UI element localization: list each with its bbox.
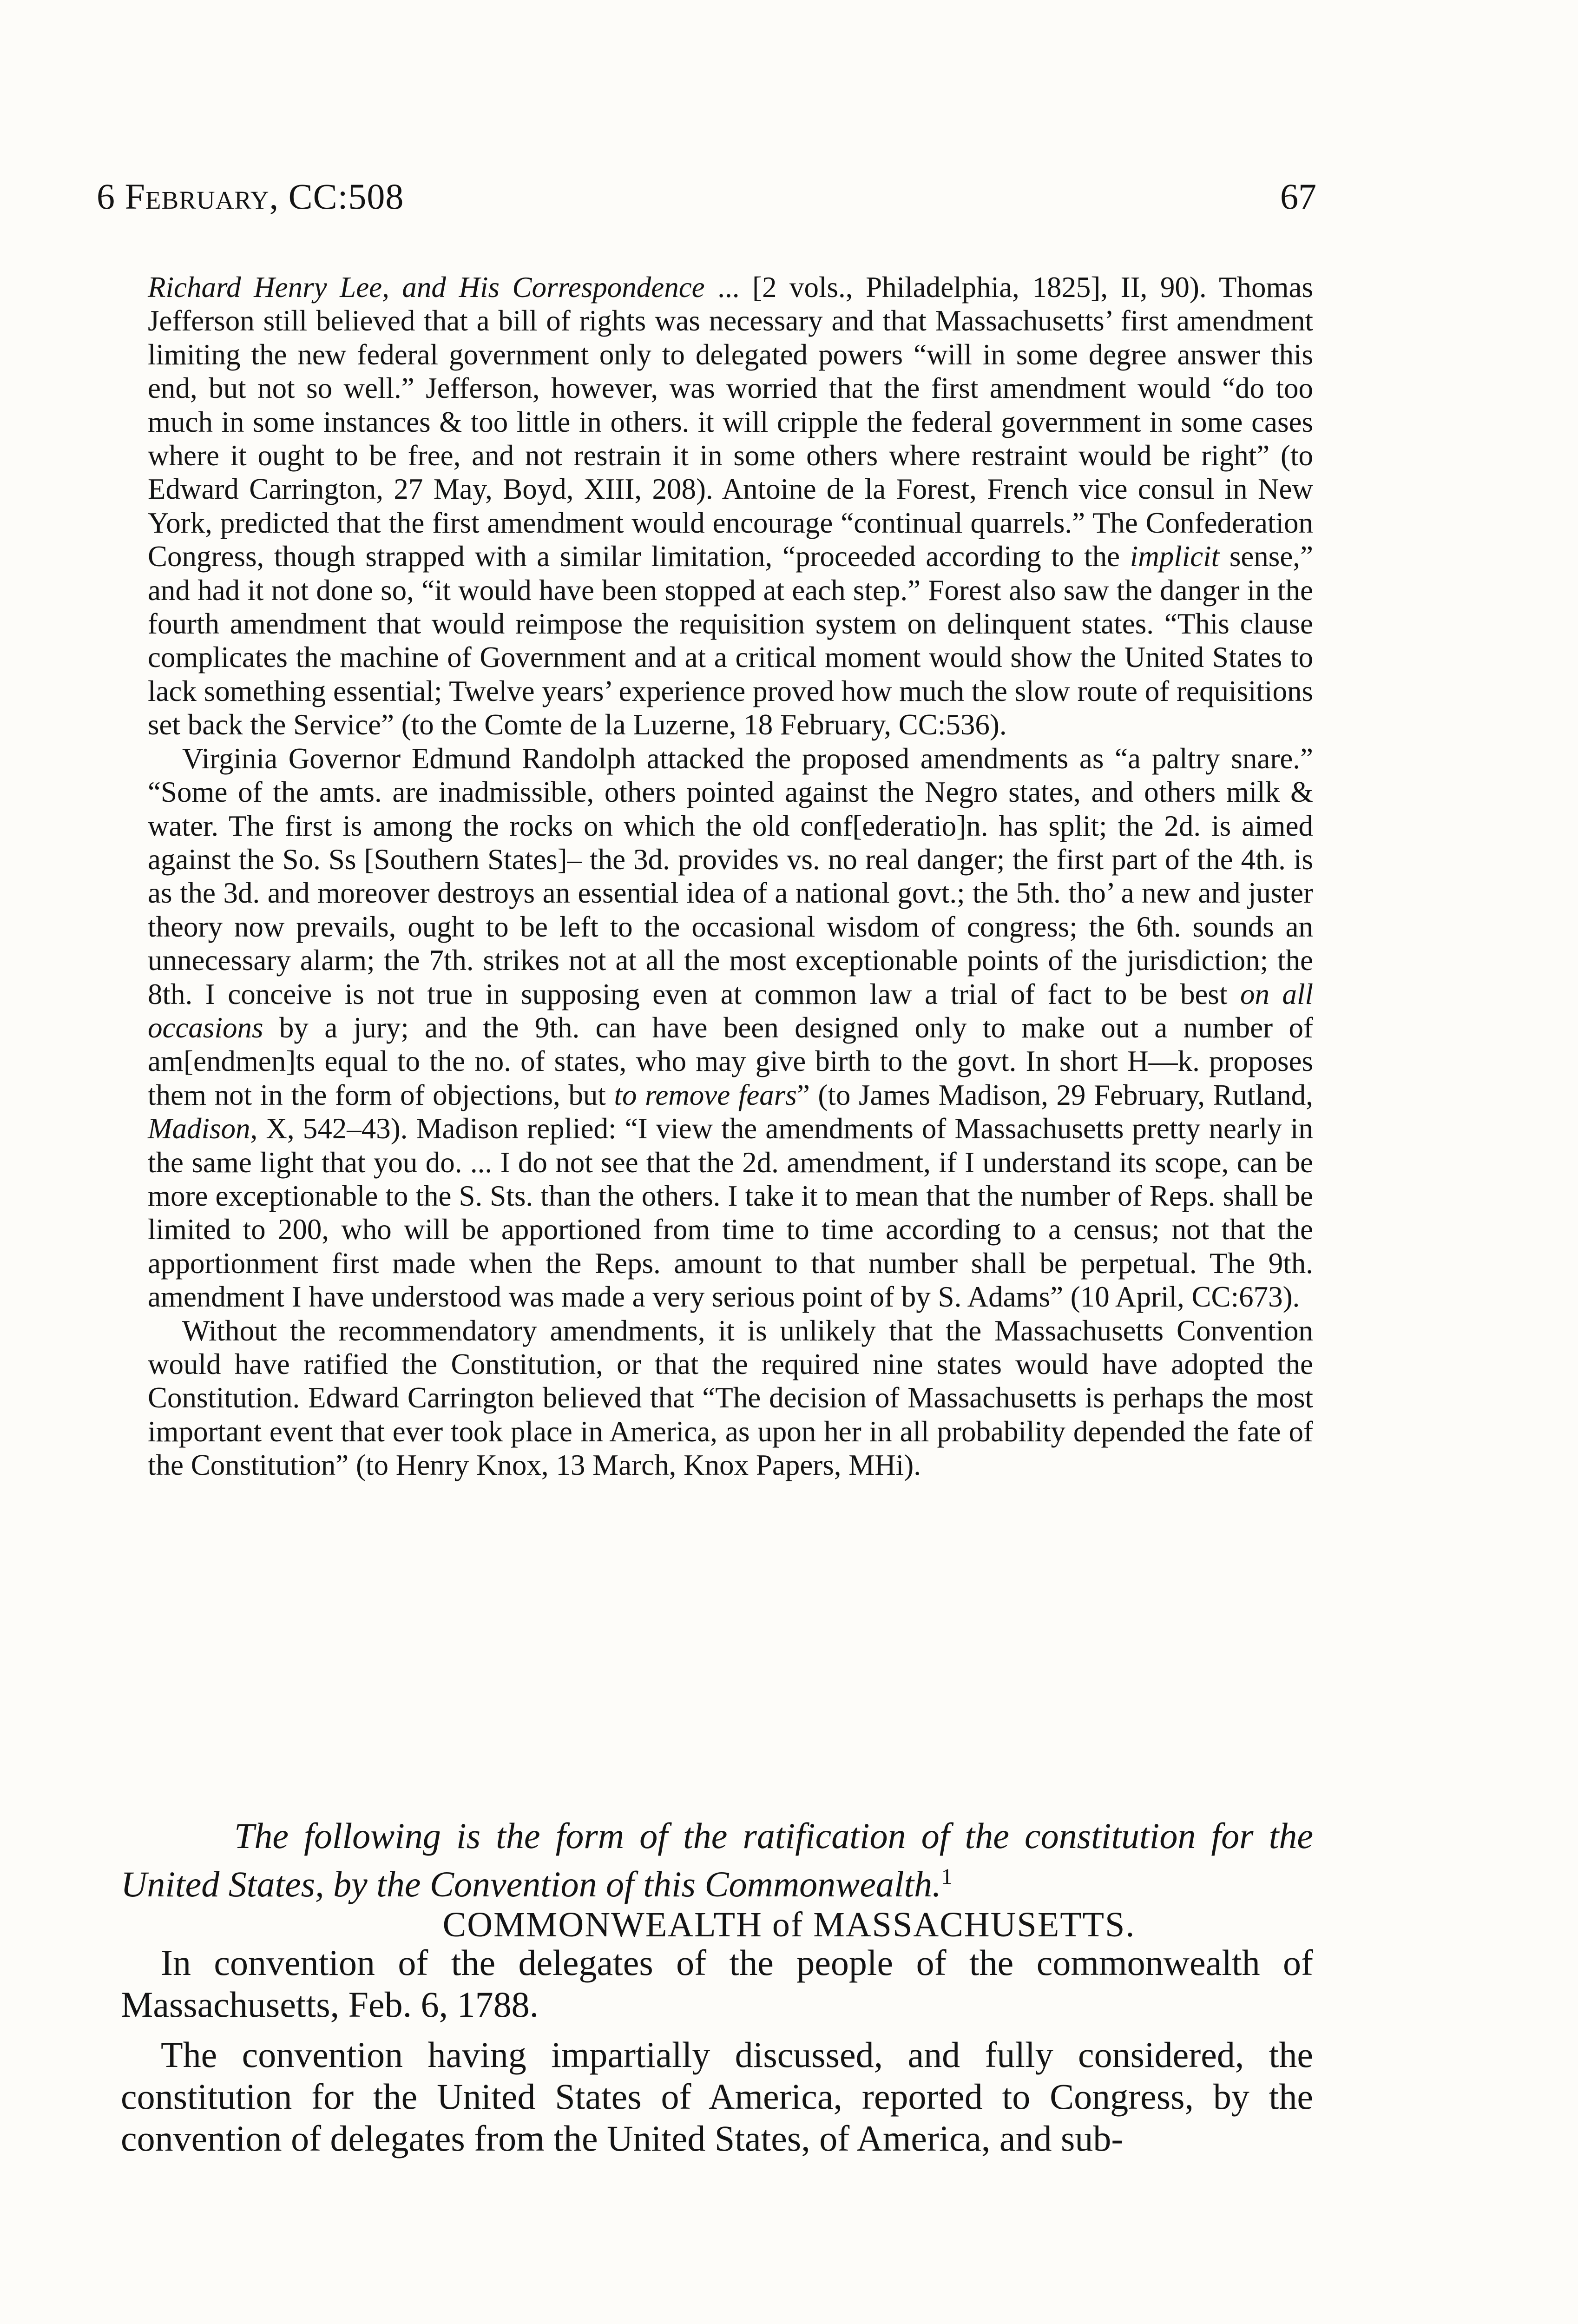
body-paragraph-2: The convention having impartially discussed, and fully considered, the constitution for the United States of America, reported to Congress, by the convention of delegates from the United States, of America, and sub- [121,2034,1313,2159]
note-paragraph-1 [148,271,1313,742]
citation-title: Richard Henry Lee, and His Correspondence [148,271,705,304]
running-head [97,176,1316,218]
intro-text: The following is the form of the ratification of the constitution for the United States, by the Convention of this Commonwealth. [121,1816,1313,1904]
note-paragraph-2 [148,742,1313,1314]
running-head-date: 6 February, CC:508 [97,176,404,217]
editorial-notes [148,271,1313,1482]
citation-title: Madison [148,1112,250,1145]
page-number: 67 [1280,176,1316,217]
document-title: COMMONWEALTH of MASSACHUSETTS. [442,1905,1136,1944]
emphasis-text: implicit [1130,540,1220,573]
footnote-reference: 1 [941,1864,953,1889]
note-paragraph-3: Without the recommendatory amendments, it is unlikely that the Massachusetts Convention would have ratified the Constitution, or that the required nine states would have adopted the Constitution. Edward Carrington believed that “The decision of Massachusetts is perhaps the most important event that ever took place in America, as upon her in all probability depended the fate of the Constitution” (to Henry Knox, 13 March, Knox Papers, MHi). [148,1314,1313,1482]
note-text: by a jury; and the 9th. can have been designed only to make out a number of am[endmen]ts equal to the no. of states, who may give birth to the govt. In short H—k. proposes them not in the form of objections, but [148,1011,1313,1111]
note-text: ... [2 vols., Philadelphia, 1825], II, 90). Thomas Jefferson still believed that a bill of rights was necessary and that Massachusetts’ first amendment limiting the new federal government only to delegated powers “will in some degree answer this end, but not so well.” Jefferson, however, was worried that the first amendment would “do too much in some instances & too little in others. it will cripple the federal government in some cases where it ought to be free, and not restrain it in some others where restraint would be right” (to Edward Carrington, 27 May, Boyd, XIII, 208). Antoine de la Forest, French vice consul in New York, predicted that the first amendment would encourage “continual quarrels.” The Confederation Congress, though strapped with a similar limitation, “proceeded according to the [148,271,1313,573]
emphasis-text: to remove fears [614,1078,797,1111]
emphasis-text: on all occasions [148,977,1313,1044]
note-text: Virginia Governor Edmund Randolph attacked the proposed amendments as “a paltry snare.” “Some of the amts. are inadmissible, others pointed against the Negro states, and others milk & water. The first is among the rocks on which the old conf[ederatio]n. has split; the 2d. is aimed against the So. Ss [Southern States]– the 3d. provides vs. no real danger; the first part of the 4th. is as the 3d. and moreover destroys an essential idea of a national govt.; the 5th. tho’ a new and juster theory now prevails, ought to be left to the occasional wisdom of congress; the 6th. sounds an unnecessary alarm; the 7th. strikes not at all the most exceptionable points of the jurisdiction; the 8th. I conceive is not true in supposing even at common law a trial of fact to be best [148,742,1313,1010]
ratification-intro [121,1816,1313,1905]
note-text: ” (to James Madison, 29 February, Rutland, [796,1078,1313,1111]
body-paragraph-1: In convention of the delegates of the people of the commonwealth of Massachusetts, Feb. 6, 1788. [121,1942,1313,2025]
note-text: sense,” and had it not done so, “it would have been stopped at each step.” Forest also saw the danger in the fourth amendment that would reimpose the requisition system on delinquent states. “This clause complicates the machine of Government and at a critical moment would show the United States to lack something essential; Twelve years’ experience proved how much the slow route of requisitions set back the Service” (to the Comte de la Luzerne, 18 February, CC:536). [148,540,1313,741]
note-text: , X, 542–43). Madison replied: “I view the amendments of Massachusetts pretty nearly in the same light that you do. ... I do not see that the 2d. amendment, if I understand its scope, can be more exceptionable to the S. Sts. than the others. I take it to mean that the number of Reps. shall be limited to 200, who will be apportioned from time to time according to a census; not that the apportionment first made when the Reps. amount to that number shall be perpetual. The 9th. amendment I have understood was made a very serious point of by S. Adams” (10 April, CC:673). [148,1112,1313,1314]
ratification-body [121,1942,1313,2168]
